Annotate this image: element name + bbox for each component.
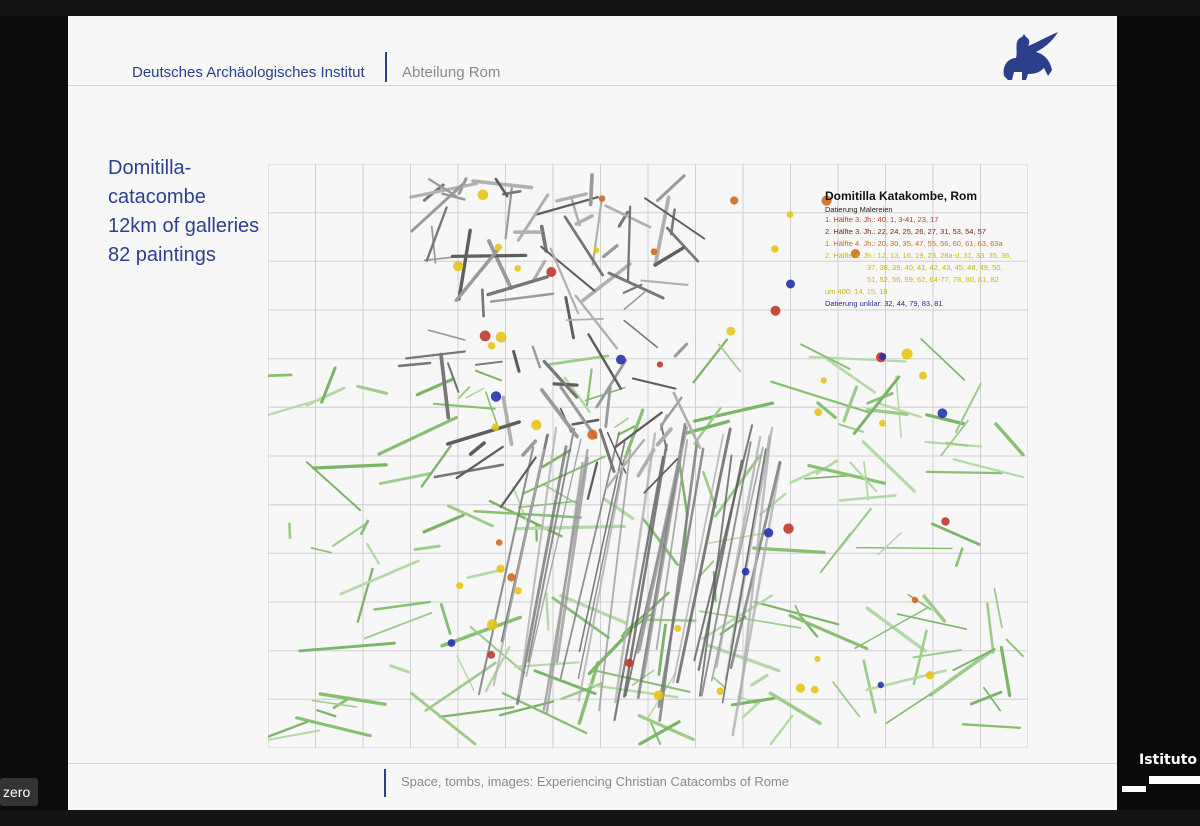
gallery-line — [671, 210, 674, 234]
gallery-line — [591, 175, 592, 204]
painting-marker — [941, 517, 949, 525]
painting-marker — [514, 587, 521, 594]
gallery-line — [441, 605, 450, 634]
painting-marker — [487, 619, 498, 630]
gallery-line — [927, 472, 1002, 473]
gallery-line — [956, 549, 962, 566]
gallery-line — [963, 724, 1020, 728]
griffin-logo-icon — [998, 28, 1062, 84]
gallery-line — [422, 446, 451, 487]
header-divider — [68, 85, 1117, 86]
painting-marker — [814, 656, 820, 662]
painting-marker — [902, 348, 913, 359]
gallery-line — [365, 613, 432, 638]
gallery-line — [503, 398, 511, 445]
gallery-line — [322, 368, 335, 402]
gallery-line — [491, 294, 553, 302]
painting-marker — [727, 327, 736, 336]
gallery-line — [770, 693, 820, 723]
gallery-line — [719, 344, 741, 371]
painting-marker — [492, 423, 499, 430]
gallery-line — [987, 604, 993, 653]
left-video-strip — [0, 16, 68, 810]
gallery-line — [341, 561, 418, 594]
gallery-line — [566, 298, 574, 338]
painting-marker — [654, 690, 664, 700]
participant-name-tag: zero — [0, 778, 38, 806]
gallery-line — [533, 347, 540, 367]
gallery-line — [583, 264, 630, 301]
painting-marker — [546, 267, 556, 277]
gallery-line — [856, 548, 952, 549]
gallery-line — [567, 319, 603, 320]
gallery-line — [314, 465, 386, 468]
gallery-line — [476, 362, 502, 365]
map-legend — [825, 189, 1011, 310]
painting-marker — [912, 597, 918, 603]
gallery-line — [268, 731, 319, 745]
gallery-line — [453, 255, 526, 256]
painting-marker — [786, 280, 795, 289]
painting-marker — [814, 408, 822, 416]
painting-marker — [587, 430, 597, 440]
gallery-line — [535, 671, 595, 694]
gallery-line — [597, 360, 626, 407]
gallery-line — [878, 533, 901, 555]
gallery-line — [588, 463, 597, 499]
title-line-4: 82 paintings — [108, 244, 216, 266]
gallery-line — [415, 546, 439, 550]
gallery-line — [547, 463, 583, 713]
painting-marker — [742, 568, 750, 576]
gallery-line — [434, 404, 495, 409]
painting-marker — [531, 420, 541, 430]
gallery-line — [1007, 639, 1024, 656]
painting-marker — [926, 671, 934, 679]
gallery-line — [448, 506, 492, 526]
gallery-line — [971, 692, 1001, 704]
painting-marker — [821, 377, 827, 383]
gallery-line — [694, 340, 727, 383]
painting-marker — [796, 684, 805, 693]
painting-marker — [514, 265, 521, 272]
legend-line: 51, 52, 56, 59, 62, 64-77, 78, 80, 81, 82 — [867, 275, 999, 284]
painting-marker — [495, 244, 502, 251]
gallery-line — [810, 357, 906, 362]
footer-separator — [384, 769, 386, 797]
gallery-line — [546, 593, 548, 629]
gallery-line — [854, 377, 899, 434]
gallery-line — [827, 359, 874, 392]
gallery-line — [367, 544, 379, 564]
legend-line: 1. Hälfte 3. Jh.: 40, 1, 3-41, 23, 17 — [825, 215, 939, 224]
painting-marker — [480, 331, 491, 342]
painting-marker — [783, 523, 793, 533]
window-top-bar — [0, 0, 1200, 16]
gallery-line — [600, 430, 614, 472]
legend-line: Datierung unklar: 32, 44, 79, 83, 81 — [825, 299, 943, 308]
window-bottom-bar — [0, 810, 1200, 826]
gallery-line — [589, 335, 621, 389]
gallery-line — [801, 344, 849, 369]
painting-marker — [771, 306, 781, 316]
painting-marker — [496, 332, 507, 343]
right-video-strip — [1117, 16, 1200, 810]
gallery-line — [805, 475, 852, 478]
painting-marker — [488, 342, 495, 349]
brand-bar — [1149, 776, 1200, 784]
legend-line: um 400: 14, 15, 18 — [825, 287, 888, 296]
gallery-line — [898, 614, 967, 629]
gallery-line — [771, 716, 792, 744]
gallery-line — [791, 469, 821, 483]
painting-marker — [478, 190, 489, 201]
gallery-line — [609, 273, 663, 298]
title-line-3: 12km of galleries — [108, 215, 260, 237]
gallery-line — [307, 462, 360, 510]
painting-marker — [811, 686, 819, 694]
gallery-line — [921, 339, 964, 380]
gallery-line — [956, 384, 981, 432]
gallery-line — [514, 352, 519, 372]
gallery-line — [579, 455, 626, 701]
gallery-line — [565, 378, 590, 412]
legend-line: 37, 38, 39, 40, 41, 42, 43, 45, 48, 49, 50, — [867, 263, 1003, 272]
gallery-line — [624, 292, 644, 309]
gallery-line — [932, 524, 979, 545]
painting-marker — [764, 528, 773, 537]
department-name: Abteilung Rom — [402, 64, 501, 81]
painting-marker — [717, 687, 725, 695]
painting-marker — [787, 211, 794, 218]
gallery-line — [482, 290, 483, 316]
gallery-line — [887, 693, 932, 723]
header-separator — [385, 52, 387, 82]
painting-marker — [625, 659, 633, 667]
gallery-line — [855, 607, 928, 648]
title-line-2: catacombe — [108, 186, 206, 208]
gallery-line — [953, 649, 994, 670]
brand-watermark: Istituto — [1139, 752, 1198, 768]
gallery-line — [615, 418, 628, 427]
gallery-line — [424, 515, 463, 532]
gallery-line — [809, 466, 884, 484]
gallery-line — [311, 548, 331, 553]
gallery-line — [695, 403, 773, 421]
gallery-line — [675, 344, 686, 356]
painting-marker — [496, 565, 504, 573]
gallery-line — [468, 570, 501, 578]
legend-line: 1. Hälfte 4. Jh.: 20, 30, 35, 47, 55, 56, 60, 61, 63, 63a — [825, 239, 1003, 248]
gallery-line — [550, 356, 608, 364]
painting-marker — [878, 682, 884, 688]
gallery-line — [941, 421, 968, 455]
gallery-line — [996, 424, 1023, 455]
gallery-line — [429, 330, 465, 340]
gallery-line — [714, 678, 726, 688]
painting-marker — [879, 420, 886, 427]
gallery-line — [1001, 648, 1009, 696]
gallery-line — [448, 363, 458, 392]
painting-marker — [651, 248, 658, 255]
painting-marker — [496, 539, 503, 546]
gallery-line — [604, 246, 617, 257]
painting-marker — [456, 582, 463, 589]
legend-subtitle: Datierung Malereien — [825, 205, 893, 214]
painting-marker — [593, 247, 599, 253]
painting-marker — [730, 196, 738, 204]
presentation-slide — [68, 16, 1117, 810]
gallery-line — [576, 296, 617, 349]
gallery-line — [417, 379, 453, 395]
gallery-line — [391, 666, 409, 672]
gallery-line — [289, 524, 290, 538]
gallery-line — [551, 249, 578, 314]
gallery-line — [358, 569, 373, 622]
gallery-line — [864, 661, 876, 713]
gallery-line — [633, 379, 675, 389]
painting-marker — [674, 625, 681, 632]
gallery-line — [624, 321, 657, 348]
gallery-line — [544, 362, 577, 398]
title-line-1: Domitilla- — [108, 157, 192, 179]
gallery-line — [606, 206, 650, 227]
gallery-line — [752, 676, 767, 686]
gallery-line — [994, 589, 1002, 628]
gallery-line — [471, 443, 485, 454]
painting-marker — [448, 639, 456, 647]
gallery-line — [358, 386, 387, 393]
legend-title: Domitilla Katakombe, Rom — [825, 189, 978, 203]
gallery-line — [380, 474, 429, 484]
gallery-line — [648, 620, 696, 621]
painting-marker — [879, 353, 886, 360]
gallery-line — [467, 389, 484, 398]
painting-marker — [507, 573, 515, 581]
painting-marker — [487, 651, 495, 659]
gallery-line — [488, 277, 547, 295]
gallery-line — [476, 371, 501, 381]
gallery-line — [412, 693, 476, 744]
gallery-line — [268, 375, 291, 378]
gallery-line — [954, 459, 1023, 477]
gallery-line — [300, 643, 395, 651]
painting-marker — [919, 372, 927, 380]
gallery-line — [399, 363, 430, 366]
painting-marker — [616, 355, 626, 365]
legend-line: 2. Hälfte 3. Jh.: 22, 24, 25, 26, 27, 31, 53, 54, 57 — [825, 227, 986, 236]
gallery-line — [519, 428, 556, 695]
gallery-line — [317, 710, 335, 716]
institute-name: Deutsches Archäologisches Institut — [132, 64, 365, 81]
painting-marker — [453, 261, 463, 271]
gallery-line — [795, 606, 801, 618]
gallery-line — [517, 526, 624, 528]
painting-marker — [938, 408, 948, 418]
brand-bar — [1122, 786, 1146, 792]
gallery-line — [896, 376, 901, 437]
gallery-line — [379, 418, 456, 455]
legend-line: 2. Hälfte 4. Jh.: 12, 13, 16, 19, 23, 28a-d, 31, 33, 35, 36, — [825, 251, 1012, 260]
slide-footer: Space, tombs, images: Experiencing Christian Catacombs of Rome — [401, 774, 790, 789]
footer-divider — [68, 763, 1117, 764]
gallery-line — [790, 615, 867, 648]
painting-marker — [657, 361, 663, 367]
gallery-line — [838, 509, 870, 550]
gallery-line — [406, 352, 465, 359]
gallery-line — [375, 602, 430, 610]
gallery-line — [658, 176, 684, 201]
painting-marker — [491, 391, 501, 401]
slide-title — [108, 154, 259, 270]
gallery-line — [542, 390, 577, 437]
painting-marker — [771, 245, 778, 252]
gallery-line — [457, 447, 503, 478]
gallery-line — [755, 602, 839, 624]
painting-marker — [599, 195, 606, 202]
gallery-line — [565, 217, 603, 275]
